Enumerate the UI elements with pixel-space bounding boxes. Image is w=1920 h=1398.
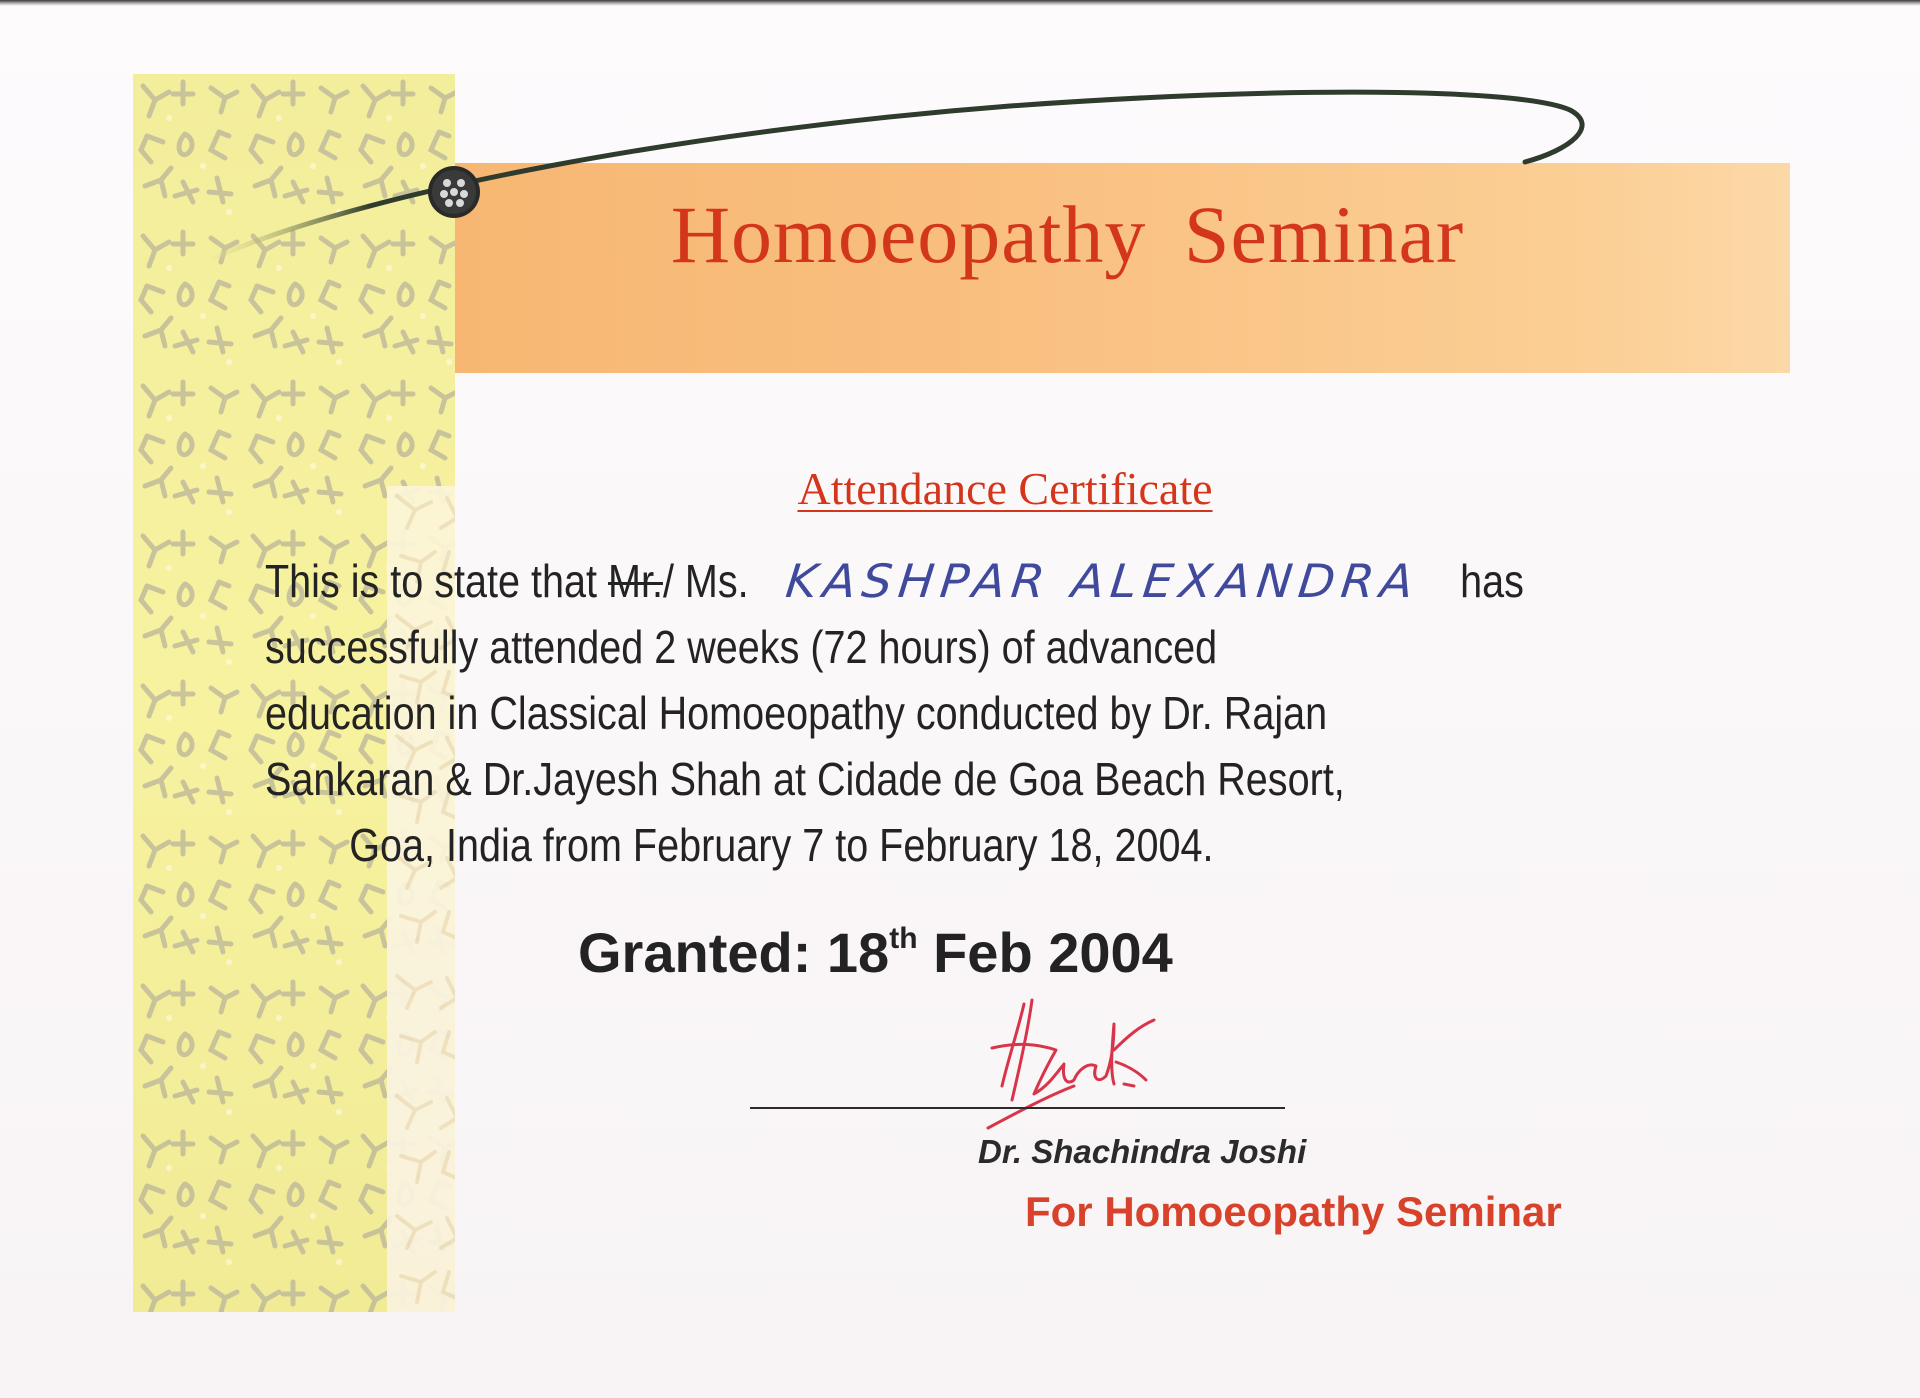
certificate-statement [265,548,1524,878]
granted-date [578,920,1173,985]
certificate-heading: Attendance Certificate [797,463,1213,514]
seminar-title: Homoeopathy Seminar [670,189,1465,280]
signature-line [750,1107,1285,1109]
statement-line-5: Goa, India from February 7 to February 18, 2004. [349,819,1214,871]
granted-ordinal: th [889,922,918,955]
granted-date-rest: Feb 2004 [917,921,1173,984]
statement-line-1-suffix: has [1460,555,1524,607]
statement-line-3: education in Classical Homoeopathy conducted by Dr. Rajan [265,687,1328,739]
struck-title: Mr. [608,555,663,607]
title-separator: / Ms. [662,555,749,607]
statement-line-1 [265,548,1524,614]
statement-line-4: Sankaran & Dr.Jayesh Shah at Cidade de Goa Beach Resort, [265,753,1345,805]
granted-label: Granted: 18 [578,921,890,984]
statement-prefix: This is to state that [265,555,609,607]
participant-name: KASHPAR ALEXANDRA [783,554,1423,608]
handwritten-signature [978,990,1178,1130]
statement-line-2: successfully attended 2 weeks (72 hours) of advanced [265,621,1218,673]
signatory-organization: For Homoeopathy Seminar [1025,1188,1562,1235]
signatory-name: Dr. Shachindra Joshi [978,1133,1307,1170]
